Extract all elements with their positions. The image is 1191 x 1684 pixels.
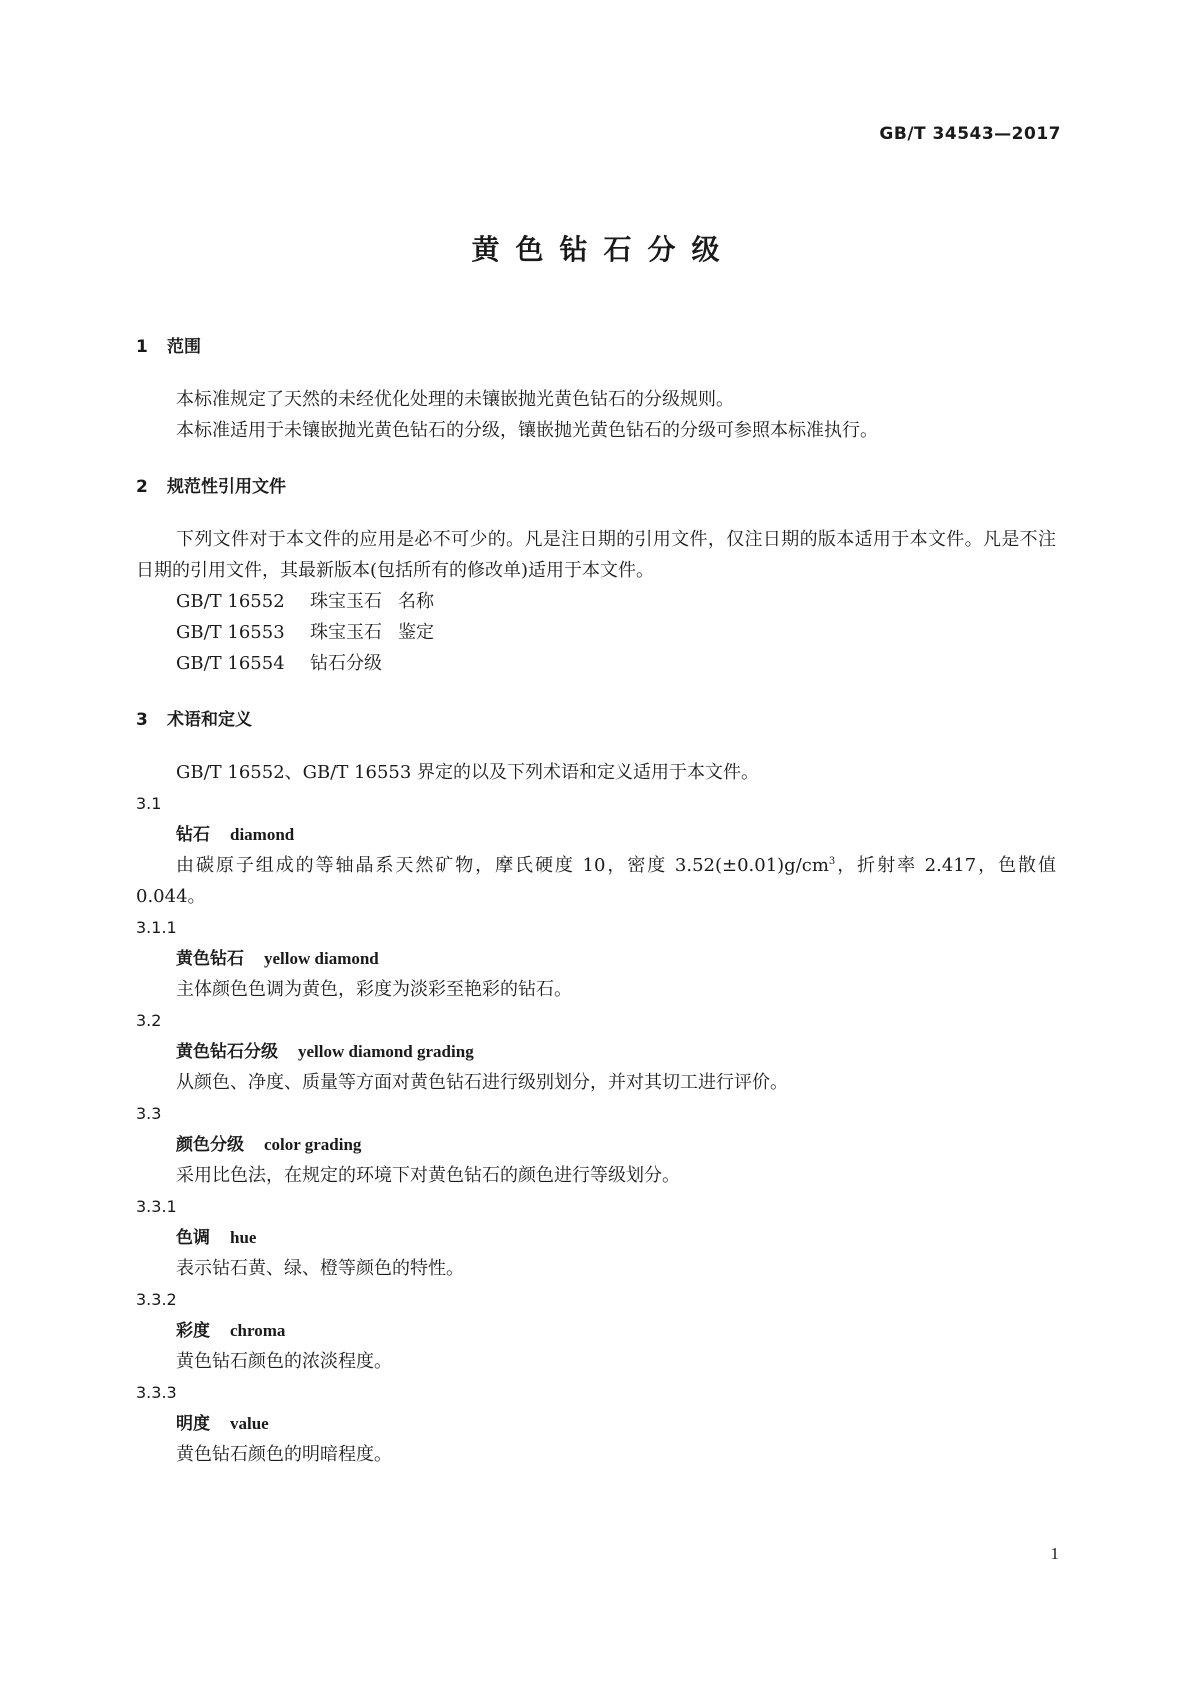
section-title: 术语和定义: [167, 710, 252, 730]
section-title: 规范性引用文件: [167, 477, 286, 497]
scope-paragraph: 本标准适用于未镶嵌抛光黄色钻石的分级，镶嵌抛光黄色钻石的分级可参照本标准执行。: [176, 420, 878, 441]
section-heading-terms-definitions: [136, 707, 1056, 733]
standard-number: GB/T 34543—2017: [879, 124, 1061, 144]
term-name-zh: 明度: [176, 1414, 210, 1434]
section-heading-normative-references: [136, 474, 1056, 500]
term-definition: 黄色钻石颜色的浓淡程度。: [176, 1351, 392, 1372]
term-name: [136, 1129, 1056, 1160]
section-title: 范围: [167, 337, 201, 357]
reference-code: GB/T 16552: [176, 591, 285, 612]
term-definition: 主体颜色色调为黄色，彩度为淡彩至艳彩的钻石。: [176, 979, 572, 1000]
term-name: [136, 1408, 1056, 1439]
term-number: 3.3.1: [136, 1197, 177, 1216]
term-definition: [136, 850, 1056, 912]
term-name-en: chroma: [230, 1321, 286, 1340]
reference-item: [136, 586, 1056, 617]
term-name-zh: 黄色钻石: [176, 949, 244, 969]
reference-subtitle: 名称: [398, 591, 434, 612]
term-name-zh: 色调: [176, 1228, 210, 1248]
scope-paragraph: 本标准规定了天然的未经优化处理的未镶嵌抛光黄色钻石的分级规则。: [176, 389, 734, 410]
term-name-en: yellow diamond: [264, 949, 379, 968]
references-intro: 下列文件对于本文件的应用是必不可少的。凡是注日期的引用文件，仅注日期的版本适用于本文件。凡是不注日期的引用文件，其最新版本(包括所有的修改单)适用于本文件。: [136, 529, 1056, 581]
term-name-en: diamond: [230, 825, 295, 844]
reference-subtitle: 鉴定: [398, 622, 434, 643]
page-number: 1: [1050, 1544, 1059, 1563]
section-number: 3: [136, 710, 148, 730]
reference-code: GB/T 16554: [176, 653, 285, 674]
reference-title: 钻石分级: [310, 653, 382, 674]
term-name: [136, 1036, 1056, 1067]
term-definition: 表示钻石黄、绿、橙等颜色的特性。: [176, 1258, 464, 1279]
reference-item: [136, 648, 1056, 679]
term-number: 3.1: [136, 794, 162, 813]
reference-title: 珠宝玉石: [310, 622, 382, 643]
term-number: 3.3: [136, 1104, 162, 1123]
term-name-zh: 彩度: [176, 1321, 210, 1341]
definition-text: ，折射率 2.417，色散值 0.044。: [136, 855, 1056, 907]
terms-intro: GB/T 16552、GB/T 16553 界定的以及下列术语和定义适用于本文件。: [176, 762, 760, 783]
section-number: 2: [136, 477, 148, 497]
term-name-zh: 钻石: [176, 825, 210, 845]
term-name: [136, 943, 1056, 974]
term-number: 3.3.3: [136, 1383, 177, 1402]
section-number: 1: [136, 337, 148, 357]
reference-item: [136, 617, 1056, 648]
reference-code: GB/T 16553: [176, 622, 285, 643]
section-heading-scope: [136, 334, 1056, 360]
term-definition: 从颜色、净度、质量等方面对黄色钻石进行级别划分，并对其切工进行评价。: [176, 1072, 788, 1093]
reference-title: 珠宝玉石: [310, 591, 382, 612]
term-name-zh: 颜色分级: [176, 1135, 244, 1155]
definition-text: 由碳原子组成的等轴晶系天然矿物，摩氏硬度 10，密度 3.52(±0.01)g/cm: [176, 855, 829, 876]
term-name-en: color grading: [264, 1135, 362, 1154]
term-number: 3.2: [136, 1011, 162, 1030]
term-name-en: yellow diamond grading: [298, 1042, 474, 1061]
term-name-en: hue: [230, 1228, 257, 1247]
document-title: 黄色钻石分级: [471, 233, 736, 266]
term-name-zh: 黄色钻石分级: [176, 1042, 278, 1062]
term-name-en: value: [230, 1414, 269, 1433]
superscript: 3: [828, 856, 836, 867]
term-number: 3.1.1: [136, 918, 177, 937]
document-body: [136, 334, 1056, 1470]
term-number: 3.3.2: [136, 1290, 177, 1309]
term-definition: 采用比色法，在规定的环境下对黄色钻石的颜色进行等级划分。: [176, 1165, 680, 1186]
term-definition: 黄色钻石颜色的明暗程度。: [176, 1444, 392, 1465]
term-name: [136, 1315, 1056, 1346]
term-name: [136, 1222, 1056, 1253]
term-name: [136, 819, 1056, 850]
